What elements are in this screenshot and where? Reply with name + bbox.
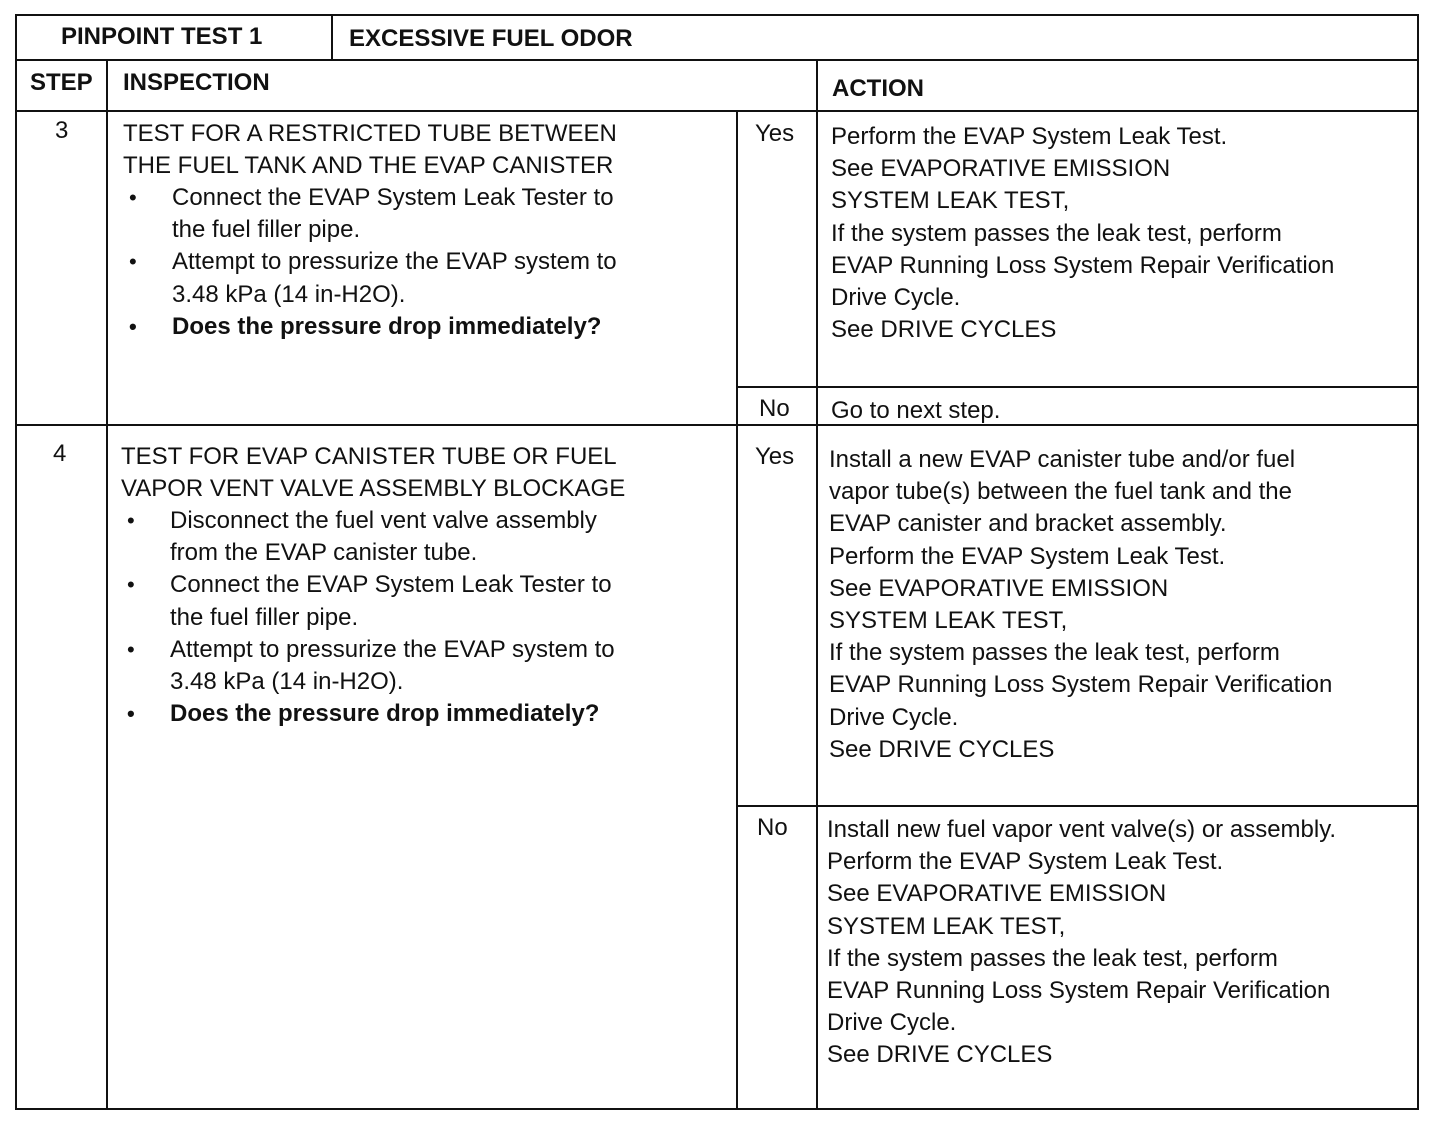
step-4-no-label: No [757, 814, 788, 841]
step-4-no-action [827, 814, 1336, 1072]
action-line: If the system passes the leak test, perform [827, 944, 1278, 972]
step-4-title-line: TEST FOR EVAP CANISTER TUBE OR FUEL [121, 443, 617, 470]
action-line: If the system passes the leak test, perform [831, 219, 1282, 247]
bullet-line: 3.48 kPa (14 in-H2O). [170, 668, 404, 696]
action-line: See EVAPORATIVE EMISSION [829, 574, 1169, 602]
step-3-bullet-question [123, 311, 617, 343]
action-line: Go to next step. [831, 397, 1001, 424]
action-line: Drive Cycle. [827, 1009, 957, 1037]
step-3-title-line: THE FUEL TANK AND THE EVAP CANISTER [123, 152, 614, 180]
action-line: EVAP canister and bracket assembly. [829, 510, 1227, 538]
action-line: See EVAPORATIVE EMISSION [827, 880, 1167, 908]
pinpoint-test-table [15, 14, 1419, 1110]
action-line: Perform the EVAP System Leak Test. [831, 123, 1228, 150]
step-3-bullet [123, 246, 617, 310]
action-line: SYSTEM LEAK TEST, [829, 607, 1068, 635]
step-4-bullet [121, 569, 615, 633]
step-4-bullet-question [121, 698, 615, 730]
step-3-no-action [831, 395, 1000, 427]
action-line: See DRIVE CYCLES [831, 316, 1057, 344]
action-line: EVAP Running Loss System Repair Verification [827, 977, 1331, 1005]
step-4-number-cell [15, 424, 108, 1110]
action-line: SYSTEM LEAK TEST, [831, 187, 1070, 215]
action-line: EVAP Running Loss System Repair Verification [831, 251, 1335, 279]
bullet-line: • Connect the EVAP System Leak Tester to [172, 184, 614, 211]
action-line: Install new fuel vapor vent valve(s) or assembly. [827, 816, 1337, 843]
action-line: EVAP Running Loss System Repair Verification [829, 671, 1333, 699]
action-line: Drive Cycle. [831, 284, 961, 312]
action-line: If the system passes the leak test, perform [829, 639, 1280, 667]
step-3-title-line: TEST FOR A RESTRICTED TUBE BETWEEN [123, 120, 617, 147]
step-4-bullet [121, 634, 615, 698]
step-4-bullet [121, 505, 615, 569]
header-step: STEP [30, 69, 93, 96]
step-4-no-label-cell [736, 805, 818, 1110]
step-3-number-cell [15, 110, 108, 426]
bullet-line: 3.48 kPa (14 in-H2O). [172, 280, 406, 308]
bullet-line: • Attempt to pressurize the EVAP system to [170, 635, 615, 663]
action-line: Install a new EVAP canister tube and/or fuel [829, 446, 1296, 473]
action-line: Drive Cycle. [829, 703, 959, 731]
bullet-line: the fuel filler pipe. [172, 216, 361, 244]
step-3-yes-action [831, 121, 1334, 346]
step-4-bullet-list [121, 505, 615, 730]
header-action: ACTION [832, 75, 924, 102]
step-3-no-label: No [759, 395, 790, 422]
step-3-title [123, 118, 617, 182]
action-line: See EVAPORATIVE EMISSION [831, 155, 1171, 183]
step-3-yes-label: Yes [755, 120, 795, 147]
action-line: SYSTEM LEAK TEST, [827, 912, 1066, 940]
action-line: See DRIVE CYCLES [829, 735, 1055, 763]
bullet-line: • Does the pressure drop immediately? [170, 700, 600, 728]
action-line: Perform the EVAP System Leak Test. [829, 542, 1226, 570]
bullet-line: from the EVAP canister tube. [170, 539, 478, 567]
step-3-yes-label-cell [736, 110, 818, 388]
action-line: See DRIVE CYCLES [827, 1041, 1053, 1069]
header-inspection: INSPECTION [123, 69, 270, 96]
step-3-bullet-list [123, 182, 617, 343]
step-3-bullet [123, 182, 617, 246]
test-label: PINPOINT TEST 1 [61, 23, 263, 50]
step-4-title [121, 441, 625, 505]
bullet-line: • Does the pressure drop immediately? [172, 312, 602, 340]
test-name: EXCESSIVE FUEL ODOR [349, 25, 633, 52]
step-4-yes-label-cell [736, 424, 818, 807]
step-3-number: 3 [55, 117, 69, 144]
bullet-line: the fuel filler pipe. [170, 603, 359, 631]
action-line: Perform the EVAP System Leak Test. [827, 848, 1224, 876]
bullet-line: • Connect the EVAP System Leak Tester to [170, 571, 612, 599]
action-line: vapor tube(s) between the fuel tank and the [829, 478, 1292, 506]
step-4-yes-label: Yes [755, 443, 795, 470]
step-4-yes-action [829, 444, 1332, 766]
step-4-number: 4 [53, 440, 67, 467]
bullet-line: • Attempt to pressurize the EVAP system to [172, 248, 617, 276]
step-4-title-line: VAPOR VENT VALVE ASSEMBLY BLOCKAGE [121, 475, 626, 503]
bullet-line: • Disconnect the fuel vent valve assembly [170, 507, 597, 534]
